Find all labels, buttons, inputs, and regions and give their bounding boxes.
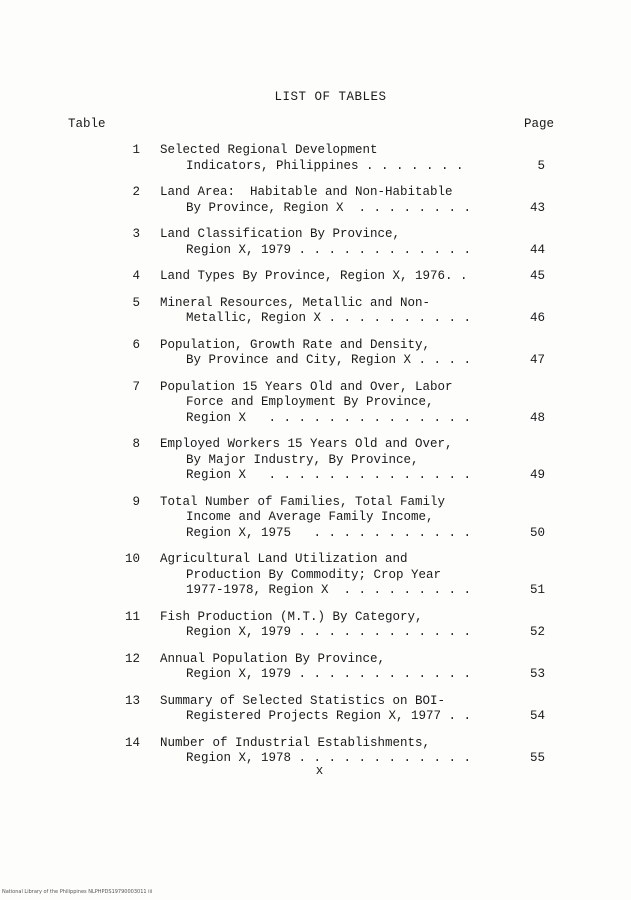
entry-title-line: Production By Commodity; Crop Year xyxy=(186,567,442,582)
entry-number: 7 xyxy=(132,379,140,394)
entry-title-line: Selected Regional Development xyxy=(160,143,378,157)
entry-page-number: 43 xyxy=(529,200,545,215)
entry-title-line: By Province and City, Region X . . . . xyxy=(186,353,472,367)
entry-number: 6 xyxy=(132,337,140,352)
entry-number: 11 xyxy=(124,609,140,624)
entry-title-line: Region X, 1979 . . . . . . . . . . . . xyxy=(186,242,472,257)
entry-title-line: Registered Projects Region X, 1977 . . xyxy=(186,709,472,723)
entry-title-line: Summary of Selected Statistics on BOI- xyxy=(160,693,446,708)
entry-page-number: 54 xyxy=(529,709,545,723)
entry-page-number: 53 xyxy=(529,667,545,681)
table-list-entry xyxy=(0,552,631,599)
entry-title-line: Region X . . . . . . . . . . . . . . xyxy=(186,468,472,482)
entry-page-number: 47 xyxy=(529,353,545,367)
entry-title-line: Employed Workers 15 Years Old and Over, xyxy=(160,437,453,451)
entry-page-number: 5 xyxy=(537,158,545,173)
entry-number: 13 xyxy=(124,693,140,708)
entry-number: 3 xyxy=(132,227,140,241)
table-list-entry xyxy=(0,338,631,369)
entry-title-line: Land Area: Habitable and Non-Habitable xyxy=(160,185,453,199)
entry-title-line: Land Classification By Province, xyxy=(160,227,401,241)
table-list-entry xyxy=(0,185,631,216)
entry-title-line: Agricultural Land Utilization and xyxy=(160,552,408,566)
entry-page-number: 44 xyxy=(529,242,545,257)
table-list-entry xyxy=(0,610,631,641)
table-list-entry xyxy=(0,652,631,683)
entry-title-line: Mineral Resources, Metallic and Non- xyxy=(160,295,431,310)
table-list-entry xyxy=(0,380,631,427)
entry-number: 2 xyxy=(132,185,140,199)
page-title: LIST OF TABLES xyxy=(274,90,387,104)
table-list-entry xyxy=(0,694,631,725)
entry-title-line: Annual Population By Province, xyxy=(160,651,386,666)
entry-page-number: 55 xyxy=(529,751,545,765)
entry-title-line: Population, Growth Rate and Density, xyxy=(160,337,431,352)
table-list-entry xyxy=(0,227,631,258)
entry-title-line: Metallic, Region X . . . . . . . . . . xyxy=(186,311,472,325)
entry-title-line: Total Number of Families, Total Family xyxy=(160,494,446,509)
entry-number: 9 xyxy=(132,494,140,509)
entry-title-line: Force and Employment By Province, xyxy=(186,395,434,409)
table-list-entry xyxy=(0,143,631,174)
entry-number: 10 xyxy=(124,552,140,566)
entry-title-line: Land Types By Province, Region X, 1976. . xyxy=(160,269,468,283)
table-list-entry xyxy=(0,296,631,327)
entry-number: 1 xyxy=(132,143,140,157)
entry-number: 14 xyxy=(124,735,140,750)
entry-title-line: By Province, Region X . . . . . . . . xyxy=(186,200,472,215)
entry-number: 4 xyxy=(132,269,140,283)
table-list-entry xyxy=(0,736,631,767)
entry-page-number: 51 xyxy=(529,583,545,597)
entry-title-line: Indicators, Philippines . . . . . . . xyxy=(186,158,464,173)
entry-page-number: 45 xyxy=(529,269,545,283)
table-list-entry xyxy=(0,437,631,484)
table-column-header: Table xyxy=(68,117,106,131)
table-list-entry xyxy=(0,495,631,542)
entry-title-line: Income and Average Family Income, xyxy=(186,510,434,524)
scan-footer-note: National Library of the Philippines NLPHPDS19790003011 iii xyxy=(2,889,153,895)
entry-title-line: Region X, 1978 . . . . . . . . . . . . xyxy=(186,751,472,765)
entry-title-line: Region X, 1975 . . . . . . . . . . . xyxy=(186,525,472,540)
entry-title-line: Fish Production (M.T.) By Category, xyxy=(160,609,423,624)
page-number: x xyxy=(315,764,324,778)
entry-page-number: 52 xyxy=(529,625,545,639)
entry-title-line: Region X, 1979 . . . . . . . . . . . . xyxy=(186,667,472,681)
entry-number: 8 xyxy=(132,437,140,451)
entry-page-number: 46 xyxy=(529,311,545,325)
entry-number: 5 xyxy=(132,295,140,310)
entry-title-line: Region X, 1979 . . . . . . . . . . . . xyxy=(186,625,472,639)
entry-number: 12 xyxy=(124,651,140,666)
table-list xyxy=(0,143,631,778)
entry-title-line: 1977-1978, Region X . . . . . . . . . xyxy=(186,583,472,597)
entry-title-line: Region X . . . . . . . . . . . . . . xyxy=(186,410,472,425)
table-list-entry xyxy=(0,269,631,285)
page-column-header: Page xyxy=(524,117,555,131)
entry-title-line: Population 15 Years Old and Over, Labor xyxy=(160,379,453,394)
entry-title-line: Number of Industrial Establishments, xyxy=(160,735,431,750)
entry-page-number: 49 xyxy=(529,468,545,482)
entry-page-number: 50 xyxy=(529,525,545,540)
entry-title-line: By Major Industry, By Province, xyxy=(186,452,419,467)
entry-page-number: 48 xyxy=(529,410,545,425)
